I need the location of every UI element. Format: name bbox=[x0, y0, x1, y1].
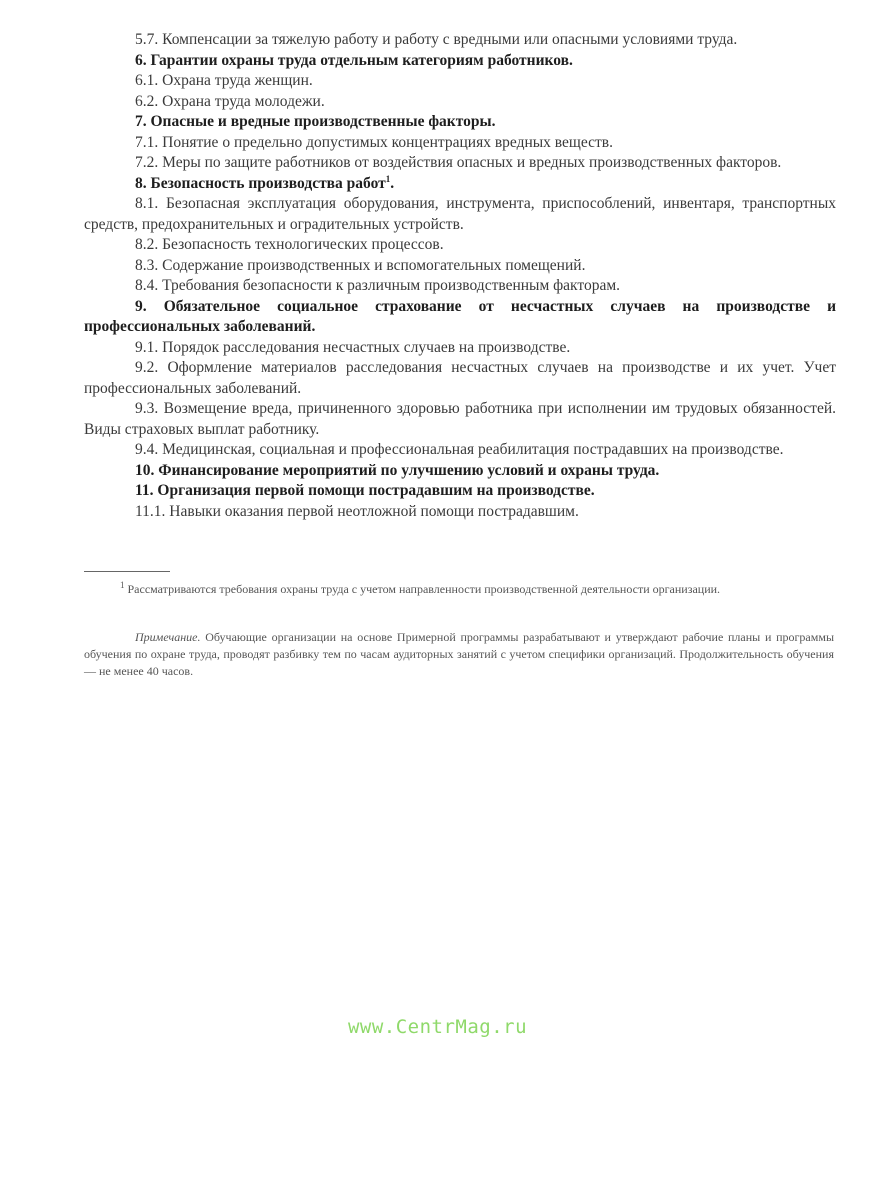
footnote-text: Рассматриваются требования охраны труда с учетом направленности производственной деятельности организации. bbox=[127, 582, 721, 596]
heading-section-10: 10. Финансирование мероприятий по улучшению условий и охраны труда. bbox=[135, 461, 660, 479]
document-body bbox=[84, 30, 836, 522]
footnote-divider bbox=[84, 571, 170, 572]
heading-section-7: 7. Опасные и вредные производственные факторы. bbox=[135, 113, 496, 130]
footnote-marker: 1 bbox=[120, 580, 125, 590]
heading-section-6: 6. Гарантии охраны труда отдельным категориям работников. bbox=[135, 51, 573, 69]
paragraph-9-1: 9.1. Порядок расследования несчастных случаев на производстве. bbox=[135, 338, 571, 356]
paragraph-7-2: 7.2. Меры по защите работников от воздействия опасных и вредных производственных факторов. bbox=[135, 154, 782, 171]
heading-section-8-text: 8. Безопасность производства работ bbox=[135, 174, 386, 192]
note-text: Обучающие организации на основе Примерной программы разрабатывают и утверждают рабочие планы и программы обучения по охране труда, проводят разбивку тем по часам аудиторных занятий с учетом специфики организаций. Продолжительность обучения — не менее 40 часов. bbox=[84, 630, 835, 678]
note-label: Примечание. bbox=[135, 630, 201, 644]
paragraph-8-3: 8.3. Содержание производственных и вспомогательных помещений. bbox=[135, 256, 586, 274]
paragraph-11-1: 11.1. Навыки оказания первой неотложной помощи пострадавшим. bbox=[135, 502, 579, 520]
paragraph-6-2: 6.2. Охрана труда молодежи. bbox=[135, 92, 325, 110]
footnote-reference: 1 bbox=[385, 173, 391, 184]
paragraph-8-4: 8.4. Требования безопасности к различным производственным факторам. bbox=[135, 277, 621, 294]
watermark: www.CentrMag.ru bbox=[347, 1016, 528, 1038]
heading-section-8-tail: . bbox=[390, 174, 395, 192]
heading-section-8 bbox=[84, 174, 836, 195]
paragraph-7-1: 7.1. Понятие о предельно допустимых концентрациях вредных веществ. bbox=[135, 133, 613, 151]
paragraph-9-2: 9.2. Оформление материалов расследования несчастных случаев на производстве и их учет. Учет профессиональных заболеваний. bbox=[84, 359, 836, 397]
paragraph-6-1: 6.1. Охрана труда женщин. bbox=[135, 72, 313, 89]
paragraph-8-1: 8.1. Безопасная эксплуатация оборудования, инструмента, приспособлений, инвентаря, транспортных средств, предохранительных и оградительных устройств. bbox=[84, 195, 836, 233]
note-block bbox=[84, 629, 834, 680]
footnote bbox=[84, 581, 834, 598]
paragraph-5-7: 5.7. Компенсации за тяжелую работу и работу с вредными или опасными условиями труда. bbox=[135, 31, 738, 48]
heading-section-9: 9. Обязательное социальное страхование от несчастных случаев на производстве и профессиональных заболеваний. bbox=[84, 297, 836, 335]
paragraph-9-4: 9.4. Медицинская, социальная и профессиональная реабилитация пострадавших на производстве. bbox=[135, 441, 784, 458]
paragraph-9-3: 9.3. Возмещение вреда, причиненного здоровью работника при исполнении им трудовых обязанностей. Виды страховых выплат работнику. bbox=[84, 400, 836, 438]
paragraph-8-2: 8.2. Безопасность технологических процессов. bbox=[135, 236, 444, 253]
heading-section-11: 11. Организация первой помощи пострадавшим на производстве. bbox=[135, 482, 595, 499]
